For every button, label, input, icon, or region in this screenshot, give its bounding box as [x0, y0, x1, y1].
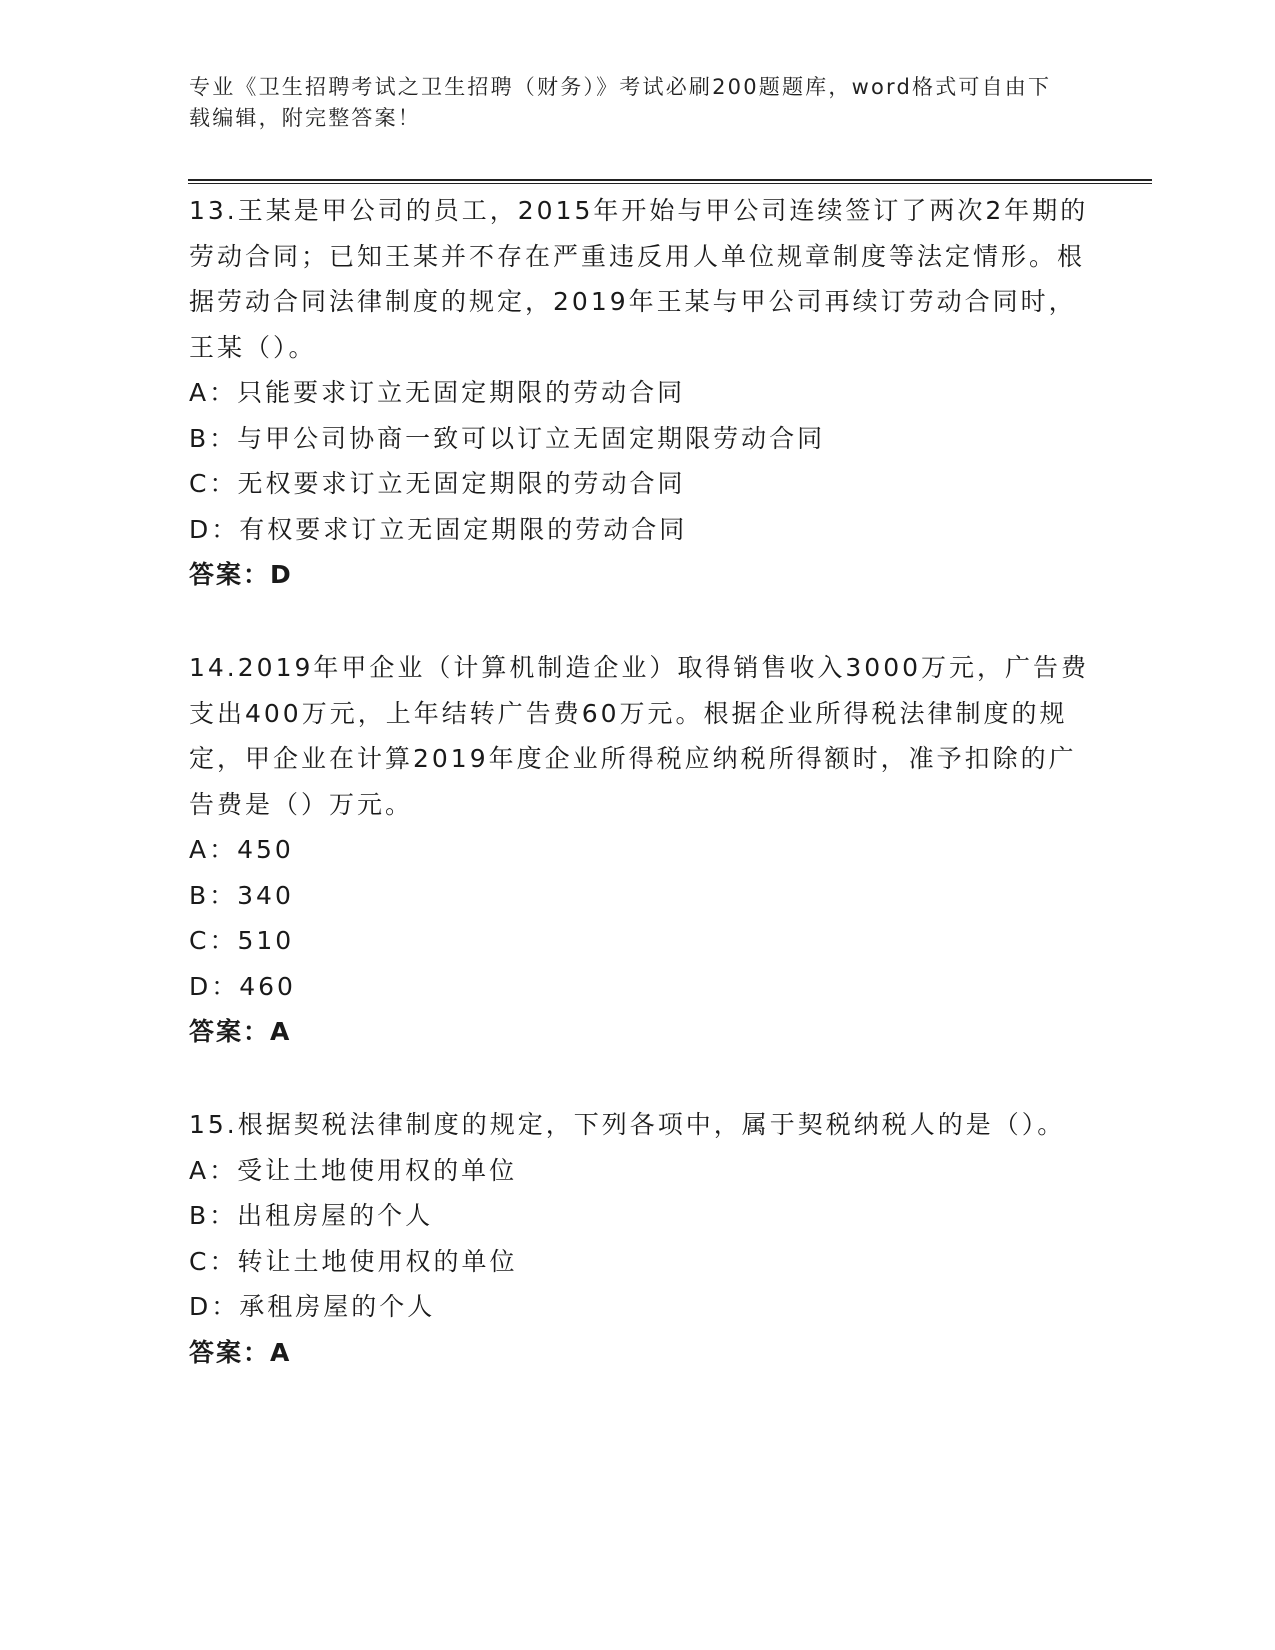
option-c: C：510 — [189, 926, 295, 955]
option-a: A：受让土地使用权的单位 — [189, 1155, 518, 1185]
option-c: C：转让土地使用权的单位 — [189, 1246, 518, 1276]
option-a: A：450 — [189, 835, 294, 864]
answer: 答案：A — [189, 1337, 292, 1367]
answer: 答案：D — [189, 560, 293, 589]
option-c: C：无权要求订立无固定期限的劳动合同 — [189, 469, 686, 498]
option-b: B：340 — [189, 880, 294, 910]
question-15 — [189, 1102, 1089, 1375]
option-d: D：460 — [189, 971, 296, 1001]
question-stem: 15.根据契税法律制度的规定，下列各项中，属于契税纳税人的是（）。 — [189, 1110, 1066, 1139]
option-d: D：承租房屋的个人 — [189, 1292, 436, 1321]
question-stem: 14.2019年甲企业（计算机制造企业）取得销售收入3000万元，广告费支出400万元，上年结转广告费60万元。根据企业所得税法律制度的规定，甲企业在计算2019年度企业所得税应纳税所得额时，准予扣除的广告费是（）万元。 — [189, 653, 1090, 819]
option-d: D：有权要求订立无固定期限的劳动合同 — [189, 514, 688, 544]
question-13 — [189, 188, 1089, 598]
question-14 — [189, 645, 1089, 1055]
header-divider-thick — [188, 179, 1152, 181]
document-header: 专业《卫生招聘考试之卫生招聘（财务）》考试必刷200题题库，word格式可自由下载编辑，附完整答案！ — [189, 75, 1052, 130]
option-b: B：与甲公司协商一致可以订立无固定期限劳动合同 — [189, 423, 826, 453]
option-b: B：出租房屋的个人 — [189, 1201, 434, 1230]
question-stem: 13.王某是甲公司的员工，2015年开始与甲公司连续签订了两次2年期的劳动合同；已知王某并不存在严重违反用人单位规章制度等法定情形。根据劳动合同法律制度的规定，2019年王某与甲公司再续订劳动合同时，王某（）。 — [189, 196, 1089, 362]
option-a: A：只能要求订立无固定期限的劳动合同 — [189, 378, 686, 407]
header-divider-thin — [188, 183, 1152, 184]
answer: 答案：A — [189, 1017, 292, 1046]
